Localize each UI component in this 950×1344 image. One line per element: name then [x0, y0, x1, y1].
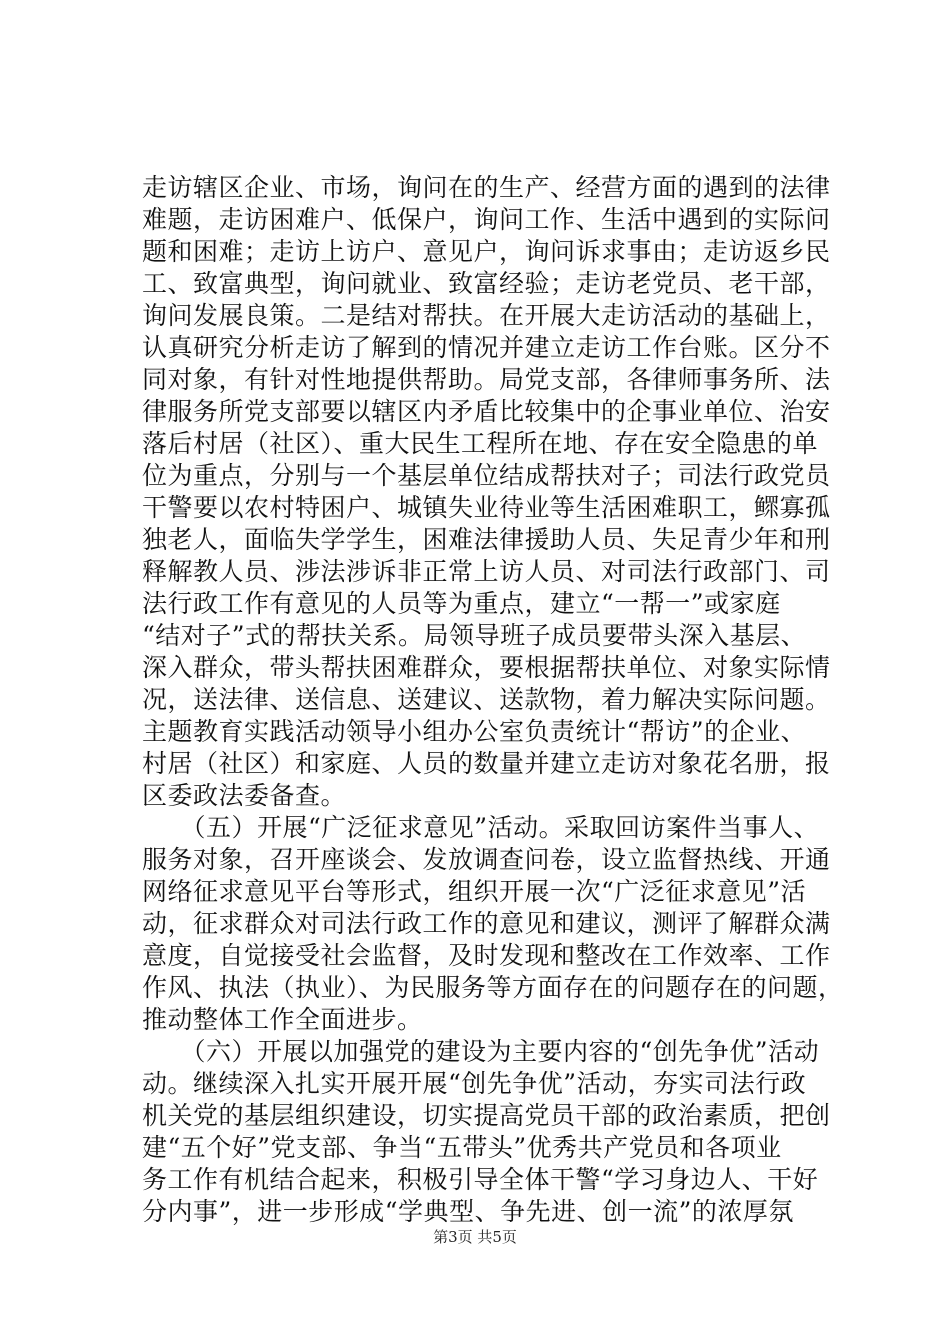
text-line: 干警要以农村特困户、城镇失业待业等生活困难职工，鳏寡孤: [142, 493, 831, 522]
text-line: 建“五个好”党支部、争当“五带头”优秀共产党员和各项业: [142, 1133, 782, 1162]
text-line: （五）开展“广泛征求意见”活动。采取回访案件当事人、: [142, 813, 820, 842]
text-line: 作风、执法（执业）、为民服务等方面存在的问题存在的问题，: [142, 973, 844, 1002]
page-footer: 第3页 共5页: [433, 1228, 517, 1246]
text-line: 深入群众，带头帮扶困难群众，要根据帮扶单位、对象实际情: [142, 653, 831, 682]
text-line: 律服务所党支部要以辖区内矛盾比较集中的企事业单位、治安: [142, 397, 831, 426]
text-line: 同对象，有针对性地提供帮助。局党支部，各律师事务所、法: [142, 365, 831, 394]
text-line: 服务对象，召开座谈会、发放调查问卷，设立监督热线、开通: [142, 845, 831, 874]
text-line: 意度，自觉接受社会监督，及时发现和整改在工作效率、工作: [142, 941, 831, 970]
body-text: [142, 172, 844, 1228]
text-line: 动，征求群众对司法行政工作的意见和建议，测评了解群众满: [142, 909, 831, 938]
text-line: 工、致富典型，询问就业、致富经验；走访老党员、老干部，: [142, 269, 831, 298]
text-line: 机关党的基层组织建设，切实提高党员干部的政治素质，把创: [142, 1101, 831, 1130]
text-line: 题和困难；走访上访户、意见户，询问诉求事由；走访返乡民: [142, 237, 831, 266]
text-line: （六）开展以加强党的建设为主要内容的“创先争优”活动: [142, 1037, 820, 1066]
text-line: 推动整体工作全面进步。: [142, 1005, 423, 1034]
text-line: 网络征求意见平台等形式，组织开展一次“广泛征求意见”活: [142, 877, 807, 906]
text-line: 分内事”，进一步形成“学典型、争先进、创一流”的浓厚氛: [142, 1197, 794, 1226]
text-line: 法行政工作有意见的人员等为重点，建立“一帮一”或家庭: [142, 589, 781, 618]
text-line: 动。继续深入扎实开展开展“创先争优”活动，夯实司法行政: [142, 1069, 807, 1098]
text-line: 难题，走访困难户、低保户，询问工作、生活中遇到的实际问: [142, 205, 831, 234]
text-line: 询问发展良策。二是结对帮扶。在开展大走访活动的基础上，: [142, 301, 831, 330]
text-line: 位为重点，分别与一个基层单位结成帮扶对子；司法行政党员: [142, 461, 831, 490]
text-line: 况，送法律、送信息、送建议、送款物，着力解决实际问题。: [142, 685, 831, 714]
text-line: 独老人，面临失学学生，困难法律援助人员、失足青少年和刑: [142, 525, 831, 554]
text-line: “结对子”式的帮扶关系。局领导班子成员要带头深入基层、: [142, 621, 807, 650]
text-line: 落后村居（社区）、重大民生工程所在地、存在安全隐患的单: [142, 429, 819, 458]
text-line: 务工作有机结合起来，积极引导全体干警“学习身边人、干好: [142, 1165, 819, 1194]
text-line: 主题教育实践活动领导小组办公室负责统计“帮访”的企业、: [142, 717, 807, 746]
text-line: 走访辖区企业、市场，询问在的生产、经营方面的遇到的法律: [142, 173, 831, 202]
text-line: 认真研究分析走访了解到的情况并建立走访工作台账。区分不: [142, 333, 831, 362]
text-line: 村居（社区）和家庭、人员的数量并建立走访对象花名册，报: [142, 749, 831, 778]
text-line: 区委政法委备查。: [142, 781, 347, 810]
text-line: 释解教人员、涉法涉诉非正常上访人员、对司法行政部门、司: [142, 557, 831, 586]
